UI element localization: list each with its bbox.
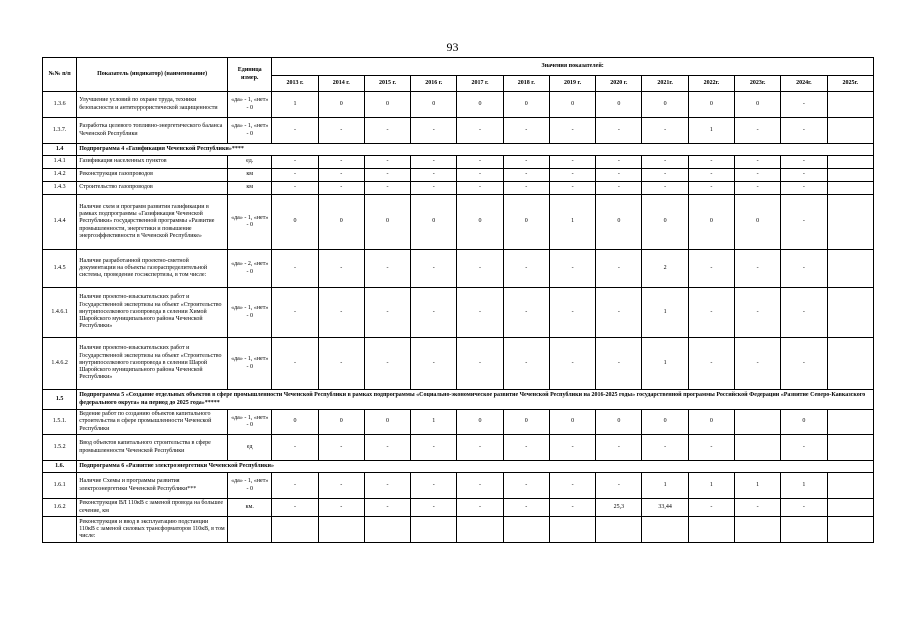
value-cell — [735, 435, 781, 461]
value-cell: - — [549, 118, 595, 144]
table-row — [43, 118, 874, 144]
value-cell: - — [781, 156, 827, 169]
value-cell — [781, 517, 827, 543]
value-cell: - — [411, 156, 457, 169]
value-cell: 0 — [688, 410, 734, 435]
value-cell: 0 — [503, 410, 549, 435]
value-cell: - — [272, 288, 318, 338]
value-cell: 1 — [688, 118, 734, 144]
value-cell: 0 — [457, 410, 503, 435]
value-cell: - — [364, 250, 410, 288]
value-cell: - — [318, 169, 364, 182]
section-row — [43, 390, 874, 410]
indicator-name: Реконструкция и ввод в эксплуатацию подстанции 110кВ с заменой силовых трансформаторов 110кВ, в том числе: — [77, 517, 228, 543]
unit-cell: км — [228, 169, 272, 182]
value-cell — [827, 473, 873, 499]
row-number: 1.4.6.2 — [43, 338, 77, 390]
unit-cell: ед. — [228, 156, 272, 169]
value-cell: - — [735, 250, 781, 288]
value-cell: 2 — [642, 250, 688, 288]
indicator-name: Наличие проектно-изыскательских работ и Государственной экспертизы на объект «Строительство внутрипоселкового газопровода в селении Химой Шаройского муниципального района Чеченской Республики» — [77, 288, 228, 338]
value-cell: - — [781, 182, 827, 195]
indicator-name: Реконструкция ВЛ 110кВ с заменой провода на большее сечение, км — [77, 499, 228, 517]
value-cell — [827, 410, 873, 435]
value-cell: - — [688, 338, 734, 390]
value-cell: - — [735, 118, 781, 144]
value-cell: - — [364, 182, 410, 195]
value-cell: - — [688, 156, 734, 169]
value-cell: - — [364, 499, 410, 517]
header-year: 2016 г. — [411, 76, 457, 92]
value-cell: - — [688, 169, 734, 182]
indicator-name: Ведение работ по созданию объектов капитального строительства в сфере промышленности Чеченской Республики — [77, 410, 228, 435]
value-cell: - — [272, 435, 318, 461]
value-cell: - — [318, 499, 364, 517]
value-cell: - — [411, 250, 457, 288]
value-cell: 0 — [596, 195, 642, 250]
value-cell: 1 — [781, 473, 827, 499]
value-cell: - — [503, 156, 549, 169]
value-cell: 0 — [735, 92, 781, 118]
value-cell: - — [272, 338, 318, 390]
value-cell: 33,44 — [642, 499, 688, 517]
value-cell: - — [457, 182, 503, 195]
unit-cell: «да» - 1, «нет» - 0 — [228, 338, 272, 390]
value-cell — [827, 338, 873, 390]
value-cell: 0 — [688, 92, 734, 118]
value-cell: - — [318, 182, 364, 195]
value-cell: 0 — [318, 410, 364, 435]
unit-cell: «да» - 1, «нет» - 0 — [228, 195, 272, 250]
value-cell — [827, 250, 873, 288]
value-cell — [688, 517, 734, 543]
value-cell: 0 — [364, 92, 410, 118]
value-cell — [318, 517, 364, 543]
value-cell: - — [272, 473, 318, 499]
value-cell: - — [364, 156, 410, 169]
value-cell: - — [457, 169, 503, 182]
value-cell: 0 — [364, 195, 410, 250]
value-cell — [827, 156, 873, 169]
indicator-name: Улучшение условий по охране труда, техники безопасности и антитеррористической защищенности — [77, 92, 228, 118]
indicator-name: Наличие разработанной проектно-сметной документации на объекты газораспределительной системы, проведение госэкспертизы, в том числе: — [77, 250, 228, 288]
value-cell: 0 — [642, 410, 688, 435]
indicator-name: Наличие Схемы и программы развития электроэнергетики Чеченской Республики*** — [77, 473, 228, 499]
value-cell — [827, 169, 873, 182]
value-cell: - — [503, 118, 549, 144]
header-year: 2020 г. — [596, 76, 642, 92]
value-cell: 1 — [642, 338, 688, 390]
value-cell: 1 — [272, 92, 318, 118]
value-cell: - — [364, 169, 410, 182]
value-cell: 0 — [596, 410, 642, 435]
value-cell: - — [503, 182, 549, 195]
value-cell: 0 — [642, 195, 688, 250]
value-cell: - — [503, 473, 549, 499]
value-cell: 0 — [688, 195, 734, 250]
value-cell: - — [364, 118, 410, 144]
table-row — [43, 473, 874, 499]
section-row — [43, 461, 874, 473]
row-number: 1.4.4 — [43, 195, 77, 250]
value-cell: - — [642, 156, 688, 169]
table-row — [43, 499, 874, 517]
value-cell: - — [549, 473, 595, 499]
value-cell: 0 — [642, 92, 688, 118]
value-cell — [827, 499, 873, 517]
value-cell: - — [642, 118, 688, 144]
section-row — [43, 144, 874, 156]
value-cell: 0 — [503, 92, 549, 118]
value-cell: - — [596, 169, 642, 182]
value-cell: - — [642, 169, 688, 182]
value-cell: - — [411, 435, 457, 461]
value-cell: - — [272, 250, 318, 288]
value-cell: - — [549, 288, 595, 338]
value-cell: 0 — [781, 410, 827, 435]
value-cell: - — [272, 169, 318, 182]
value-cell: - — [318, 338, 364, 390]
value-cell: - — [596, 118, 642, 144]
value-cell: 0 — [549, 92, 595, 118]
header-year: 2025г. — [827, 76, 873, 92]
table-row — [43, 435, 874, 461]
value-cell: - — [549, 499, 595, 517]
indicator-name: Наличие схем и программ развития газификации в рамках подпрограммы «Газификация Чеченской Республики» государственной программы «Развитие промышленности, энергетики и повышение энергоэффективности в Чеченской Республике» — [77, 195, 228, 250]
value-cell: - — [411, 473, 457, 499]
value-cell: - — [549, 250, 595, 288]
header-values: Значения показателей: — [272, 58, 874, 76]
table-row — [43, 92, 874, 118]
value-cell: 0 — [735, 195, 781, 250]
value-cell: - — [364, 288, 410, 338]
value-cell — [827, 182, 873, 195]
header-year: 2024г. — [781, 76, 827, 92]
value-cell: - — [272, 118, 318, 144]
value-cell: 0 — [457, 92, 503, 118]
value-cell: - — [457, 250, 503, 288]
row-number: 1.4.1 — [43, 156, 77, 169]
value-cell: - — [688, 182, 734, 195]
row-number: 1.3.7. — [43, 118, 77, 144]
value-cell: 0 — [549, 410, 595, 435]
table-row — [43, 156, 874, 169]
value-cell — [827, 195, 873, 250]
value-cell: 1 — [411, 410, 457, 435]
table-row — [43, 250, 874, 288]
unit-cell: «да» - 2, «нет» - 0 — [228, 250, 272, 288]
value-cell: 0 — [364, 410, 410, 435]
value-cell: - — [411, 169, 457, 182]
value-cell: - — [411, 499, 457, 517]
value-cell: 1 — [642, 473, 688, 499]
value-cell: 0 — [596, 92, 642, 118]
value-cell: - — [781, 118, 827, 144]
header-year: 2015 г. — [364, 76, 410, 92]
value-cell: - — [596, 338, 642, 390]
unit-cell: «да» - 1, «нет» - 0 — [228, 473, 272, 499]
indicators-table-wrapper — [42, 57, 874, 543]
value-cell: 0 — [272, 195, 318, 250]
value-cell: 25,3 — [596, 499, 642, 517]
value-cell — [827, 288, 873, 338]
value-cell: - — [549, 169, 595, 182]
value-cell: - — [503, 288, 549, 338]
value-cell: - — [596, 288, 642, 338]
row-number: 1.5 — [43, 390, 77, 410]
page-number: 93 — [446, 40, 459, 54]
value-cell: - — [549, 182, 595, 195]
value-cell: - — [272, 182, 318, 195]
value-cell: 0 — [318, 195, 364, 250]
value-cell: 1 — [642, 288, 688, 338]
row-number: 1.4 — [43, 144, 77, 156]
value-cell — [827, 92, 873, 118]
value-cell: 0 — [411, 195, 457, 250]
row-number: 1.6.2 — [43, 499, 77, 517]
value-cell: - — [735, 182, 781, 195]
value-cell: 1 — [688, 473, 734, 499]
unit-cell: км — [228, 182, 272, 195]
value-cell: - — [318, 156, 364, 169]
table-row — [43, 182, 874, 195]
value-cell: - — [457, 435, 503, 461]
value-cell: - — [688, 250, 734, 288]
value-cell: - — [642, 182, 688, 195]
value-cell: - — [596, 250, 642, 288]
value-cell: - — [411, 338, 457, 390]
value-cell: - — [596, 182, 642, 195]
value-cell: - — [411, 182, 457, 195]
row-number: 1.5.2 — [43, 435, 77, 461]
value-cell: - — [781, 195, 827, 250]
value-cell: - — [781, 250, 827, 288]
value-cell: - — [503, 338, 549, 390]
unit-cell: км. — [228, 499, 272, 517]
header-indicator: Показатель (индикатор) (наименование) — [77, 58, 228, 92]
value-cell: - — [596, 473, 642, 499]
value-cell: - — [411, 288, 457, 338]
value-cell — [827, 517, 873, 543]
value-cell: - — [457, 338, 503, 390]
header-year: 2023г. — [735, 76, 781, 92]
value-cell: - — [318, 288, 364, 338]
table-row — [43, 195, 874, 250]
value-cell: - — [549, 156, 595, 169]
value-cell — [364, 517, 410, 543]
indicator-name: Ввод объектов капитального строительства в сфере промышленности Чеченской Республики — [77, 435, 228, 461]
value-cell: - — [364, 473, 410, 499]
value-cell: 0 — [272, 410, 318, 435]
row-number: 1.3.6 — [43, 92, 77, 118]
value-cell: - — [781, 435, 827, 461]
value-cell: - — [688, 435, 734, 461]
value-cell — [642, 517, 688, 543]
value-cell: - — [503, 499, 549, 517]
value-cell: - — [781, 92, 827, 118]
value-cell — [272, 517, 318, 543]
value-cell: - — [596, 435, 642, 461]
value-cell: - — [457, 499, 503, 517]
indicators-table — [42, 57, 874, 543]
row-number: 1.4.3 — [43, 182, 77, 195]
header-year: 2021г. — [642, 76, 688, 92]
header-year: 2013 г. — [272, 76, 318, 92]
unit-cell: ед — [228, 435, 272, 461]
value-cell: - — [318, 250, 364, 288]
value-cell — [827, 435, 873, 461]
table-row — [43, 338, 874, 390]
unit-cell: «да» - 1, «нет» - 0 — [228, 118, 272, 144]
value-cell: - — [688, 499, 734, 517]
header-year: 2022г. — [688, 76, 734, 92]
value-cell: - — [735, 169, 781, 182]
indicator-name: Разработка целевого топливно-энергетического баланса Чеченской Республики — [77, 118, 228, 144]
row-number: 1.6.1 — [43, 473, 77, 499]
value-cell — [735, 517, 781, 543]
value-cell: 1 — [549, 195, 595, 250]
value-cell: - — [457, 473, 503, 499]
value-cell: - — [735, 156, 781, 169]
table-row — [43, 410, 874, 435]
value-cell: - — [781, 169, 827, 182]
table-row — [43, 288, 874, 338]
indicator-name: Наличие проектно-изыскательских работ и Государственной экспертизы на объект «Строительство внутрипоселкового газопровода в селении Шарой Шаройского муниципального района Чеченской Республики» — [77, 338, 228, 390]
value-cell — [596, 517, 642, 543]
value-cell: - — [549, 435, 595, 461]
value-cell: - — [411, 118, 457, 144]
value-cell — [411, 517, 457, 543]
header-year: 2017 г. — [457, 76, 503, 92]
indicator-name: Газификация населенных пунктов — [77, 156, 228, 169]
value-cell: - — [457, 288, 503, 338]
value-cell: - — [503, 250, 549, 288]
table-row — [43, 169, 874, 182]
row-number: 1.5.1. — [43, 410, 77, 435]
value-cell: - — [318, 473, 364, 499]
value-cell: 0 — [318, 92, 364, 118]
value-cell: 0 — [503, 195, 549, 250]
value-cell: 0 — [411, 92, 457, 118]
unit-cell: «да» - 1, «нет» - 0 — [228, 92, 272, 118]
section-title: Подпрограмма 4 «Газификация Чеченской Республики»**** — [77, 144, 874, 156]
value-cell: - — [735, 288, 781, 338]
value-cell: - — [596, 156, 642, 169]
value-cell: 1 — [735, 473, 781, 499]
value-cell: - — [688, 288, 734, 338]
value-cell: - — [364, 338, 410, 390]
value-cell: - — [503, 169, 549, 182]
value-cell: 0 — [457, 195, 503, 250]
row-number: 1.4.5 — [43, 250, 77, 288]
value-cell: - — [735, 338, 781, 390]
indicator-name: Реконструкция газопроводов — [77, 169, 228, 182]
header-year: 2014 г. — [318, 76, 364, 92]
unit-cell: «да» - 1, «нет» - 0 — [228, 288, 272, 338]
value-cell: - — [549, 338, 595, 390]
row-number: 1.6. — [43, 461, 77, 473]
indicator-name: Строительство газопроводов — [77, 182, 228, 195]
value-cell: - — [781, 288, 827, 338]
row-number: 1.4.6.1 — [43, 288, 77, 338]
value-cell — [735, 410, 781, 435]
value-cell: - — [272, 156, 318, 169]
value-cell: - — [457, 156, 503, 169]
header-unit: Единица измер. — [228, 58, 272, 92]
value-cell — [503, 517, 549, 543]
value-cell: - — [781, 338, 827, 390]
value-cell: - — [318, 118, 364, 144]
header-year: 2018 г. — [503, 76, 549, 92]
unit-cell: «да» - 1, «нет» - 0 — [228, 410, 272, 435]
value-cell: - — [781, 499, 827, 517]
value-cell: - — [272, 499, 318, 517]
header-year: 2019 г. — [549, 76, 595, 92]
section-title: Подпрограмма 6 «Развитие электроэнергетики Чеченской Республики» — [77, 461, 874, 473]
value-cell: - — [642, 435, 688, 461]
value-cell: - — [364, 435, 410, 461]
header-num: №№ п/п — [43, 58, 77, 92]
row-number: 1.4.2 — [43, 169, 77, 182]
value-cell: - — [457, 118, 503, 144]
value-cell — [549, 517, 595, 543]
section-title: Подпрограмма 5 «Создание отдельных объектов в сфере промышленности Чеченской Республики в рамках подпрограммы «Социально-экономическое развитие Чеченской Республики на 2016-2025 годы» государственной программы Российской Федерации «Развитие Северо-Кавказского федерального округа» на период до 2025 года»***** — [77, 390, 874, 410]
table-row — [43, 517, 874, 543]
value-cell: - — [735, 499, 781, 517]
value-cell — [827, 118, 873, 144]
value-cell: - — [318, 435, 364, 461]
row-number — [43, 517, 77, 543]
unit-cell — [228, 517, 272, 543]
value-cell: - — [503, 435, 549, 461]
value-cell — [457, 517, 503, 543]
